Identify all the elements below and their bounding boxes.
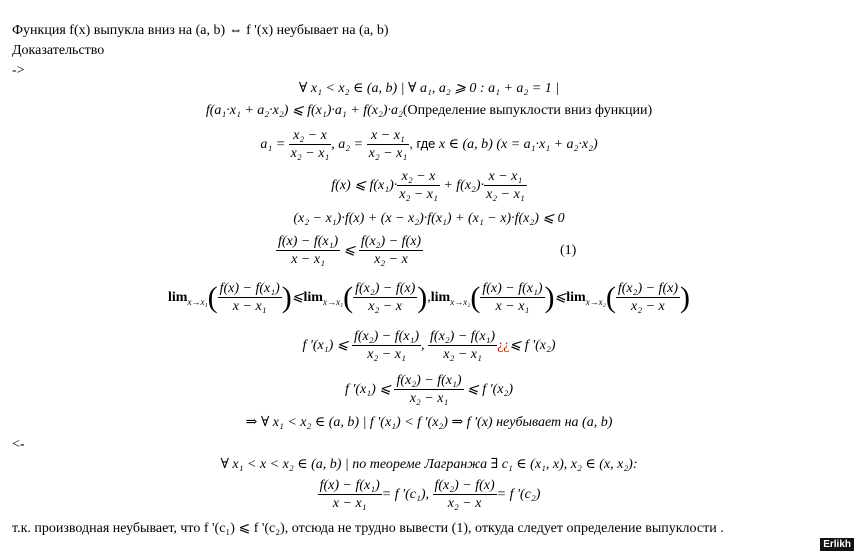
- fraction-numerator: x₂ − x: [397, 168, 440, 186]
- operator: ⩽: [291, 290, 304, 305]
- fraction-mvt-1: [318, 477, 382, 512]
- x-definition: x ∈ (a, b) (x = a₁·x₁ + a₂·x₂): [438, 137, 598, 152]
- fraction-numerator: f(x₂) − f(x): [355, 281, 416, 297]
- fraction-limit-3: [480, 280, 544, 315]
- fraction-denominator: x₂ − x₁: [399, 187, 438, 203]
- fraction-denominator: x₂ − x₁: [486, 187, 525, 203]
- fraction-numerator: f(x₂) − f(x₁): [353, 329, 420, 345]
- watermark-logo: Erlikh: [820, 538, 854, 551]
- fraction-slope: [394, 372, 463, 407]
- fraction-numerator: f(x) − f(x₁): [319, 478, 380, 494]
- convexity-note: (Определение выпуклости вниз функции): [402, 103, 653, 118]
- direction-backward-marker: <-: [12, 437, 25, 452]
- lim-operator: lim: [303, 290, 323, 305]
- fraction-denominator: x₂ − x₁: [367, 347, 406, 363]
- lim-subscript: x→x₂: [585, 296, 606, 307]
- fraction-denominator: x − x₁: [332, 496, 367, 512]
- operator: ⩽: [343, 243, 356, 258]
- fraction-denominator: x₂ − x₁: [443, 347, 482, 363]
- lim-subscript: x→x₂: [450, 296, 471, 307]
- equation-convexity-definition: [0, 102, 858, 120]
- separator: ,: [421, 338, 425, 353]
- fraction-mvt-2: [433, 477, 497, 512]
- fraction-denominator: x₂ − x: [447, 496, 482, 512]
- lim-operator: lim: [430, 290, 451, 305]
- garbled-symbol: ¿¿: [497, 338, 510, 353]
- fraction-denominator: x − x₁: [495, 299, 530, 315]
- final-conclusion: т.к. производная неубывает, что f '(c₁) ⩽ f '(c₂), отсюда не трудно вывести (1), откуда следует определение выпуклости .: [12, 521, 724, 536]
- direction-forward-marker: ->: [12, 63, 25, 78]
- fraction-numerator: f(x) − f(x₁): [219, 281, 280, 297]
- equation-coefficients: [0, 124, 858, 164]
- fraction-denominator: x₂ − x₁: [368, 146, 408, 162]
- fraction-a2: [367, 127, 410, 162]
- fraction-denominator: x − x₁: [291, 252, 325, 268]
- fraction-numerator: f(x) − f(x₁): [278, 234, 339, 250]
- fraction-slope-2: [428, 328, 497, 363]
- operator: ⩽: [554, 290, 567, 305]
- equation-derivative-chain: [0, 370, 858, 410]
- fraction-a1: [289, 127, 332, 162]
- fraction-numerator: f(x) − f(x₁): [482, 281, 543, 297]
- equation-quantifier: ∀ x₁ < x₂ ∈ (a, b) | ∀ a₁, a₂ ⩾ 0 : a₁ + a₂ = 1 |: [298, 81, 560, 96]
- equation-forward-conclusion: ⇒ ∀ x₁ < x₂ ∈ (a, b) | f '(x₁) < f '(x₂) ⇒ f '(x) неубывает на (a, b): [245, 415, 613, 430]
- lim-subscript: x→x₁: [322, 296, 344, 307]
- fraction-denominator: x₂ − x₁: [409, 391, 449, 407]
- fraction-weight-1: [397, 168, 440, 203]
- inequality-left: f(x) ⩽ f(x₁)·: [331, 178, 398, 193]
- fraction-denominator: x₂ − x: [374, 252, 408, 268]
- fraction-denominator: x₂ − x₁: [290, 146, 330, 162]
- fraction-slope-1: [352, 328, 421, 363]
- equation-lagrange: ∀ x₁ < x < x₂ ∈ (a, b) | по теореме Лагранжа ∃ c₁ ∈ (x₁, x), x₂ ∈ (x, x₂):: [220, 457, 638, 472]
- fraction-limit-1: [218, 280, 282, 315]
- derivative-c2: = f '(c₂): [496, 487, 541, 502]
- derivative-right: ⩽ f '(x₂): [509, 338, 556, 353]
- equation-label: (1): [560, 243, 577, 258]
- fraction-numerator: x₂ − x: [289, 127, 332, 145]
- proof-heading: Доказательство: [12, 43, 105, 58]
- convexity-inequality: f(a₁·x₁ + a₂·x₂) ⩽ f(x₁)·a₁ + f(x₂)·a₂: [205, 103, 403, 118]
- derivative-left: f '(x₁) ⩽: [302, 338, 349, 353]
- separator: ,: [427, 290, 431, 305]
- equation-ratio-inequality: [0, 230, 858, 272]
- fraction-denominator: x₂ − x: [368, 299, 403, 315]
- fraction-limit-4: [616, 280, 680, 315]
- fraction-right-ratio: [359, 233, 423, 268]
- fraction-numerator: x − x₁: [367, 127, 410, 145]
- fraction-denominator: x − x₁: [232, 299, 267, 315]
- fraction-weight-2: [484, 168, 527, 203]
- fraction-limit-2: [353, 280, 417, 315]
- theorem-statement: Функция f(x) выпукла вниз на (a, b) ⇔ f '(x) неубывает на (a, b): [12, 23, 389, 38]
- inequality-middle: + f(x₂)·: [443, 178, 485, 193]
- equation-mean-value: [0, 474, 858, 516]
- lim-operator: lim: [168, 290, 188, 305]
- where-word: , где: [409, 136, 436, 151]
- derivative-c1: = f '(c₁),: [381, 487, 429, 502]
- a1-label: a₁ =: [260, 137, 286, 152]
- fraction-numerator: f(x₂) − f(x): [617, 281, 678, 297]
- fraction-numerator: f(x₂) − f(x): [434, 478, 495, 494]
- lim-subscript: x→x₁: [187, 296, 208, 307]
- a2-label: , a₂ =: [331, 137, 364, 152]
- fraction-numerator: x − x₁: [484, 168, 527, 186]
- derivative-left: f '(x₁) ⩽: [344, 382, 391, 397]
- fraction-denominator: x₂ − x: [631, 299, 665, 315]
- equation-limits: $\lim_{x\to x_1}$( $\frac{\text{f(x) − f(x₁)}}{\text{x − x₁}}$ )$⩽\lim_{x\to x_1}$( $\frac{\text{f(x₂) − f(x)}}{\text{x₂ − x}}$ )$,\lim_{x\to x_2}$( $\frac{\text{f(x) − f(x₁)}}{\text{x − x₁}}$ )$⩽\lim_{x\to x_2}$( $\frac{\text{f(x₂) − f(x)}}{\text{x₂ − x}}$ ): [168, 280, 690, 315]
- lim-operator: lim: [566, 290, 586, 305]
- equation-derivative-bounds: [0, 326, 858, 366]
- fraction-numerator: f(x₂) − f(x₁): [430, 329, 496, 345]
- fraction-numerator: f(x₂) − f(x): [360, 234, 422, 250]
- equation-substituted: [0, 166, 858, 206]
- fraction-numerator: f(x₂) − f(x₁): [396, 373, 462, 389]
- derivative-right: ⩽ f '(x₂): [467, 382, 514, 397]
- equation-expanded: (x₂ − x₁)·f(x) + (x − x₂)·f(x₁) + (x₁ − x)·f(x₂) ⩽ 0: [293, 211, 565, 226]
- fraction-left-ratio: [276, 233, 340, 268]
